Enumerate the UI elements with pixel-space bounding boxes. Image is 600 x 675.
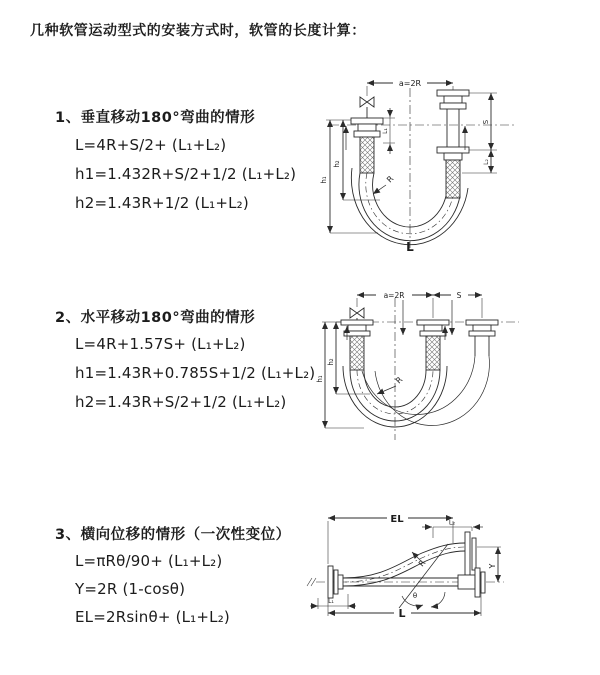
- diagram-horizontal-movement-180-bend: [312, 282, 600, 462]
- section-1-formula-h1: h1=1.432R+S/2+1/2 (L₁+L₂): [75, 165, 297, 183]
- original-flange: [475, 568, 485, 597]
- valve-icon: [360, 97, 374, 118]
- braided-hose-left: [350, 336, 364, 370]
- diagram-vertical-movement-180-bend: [310, 70, 595, 270]
- dim-label-l-total: L: [398, 607, 406, 620]
- angle-radius-line: [399, 544, 448, 608]
- dim-label-l1: L₁: [382, 128, 389, 134]
- dim-label-h2: h₂: [327, 358, 335, 366]
- dim-label-h1: h₁: [316, 375, 324, 383]
- dim-label-s: S: [482, 119, 490, 125]
- left-flange-fitting: [351, 118, 383, 137]
- section-2-formula-h1: h1=1.43R+0.785S+1/2 (L₁+L₂): [75, 364, 316, 382]
- section-2-heading: 2、水平移动180°弯曲的情形: [55, 310, 256, 326]
- dim-label-theta: θ: [412, 592, 418, 600]
- dim-label-l1: L₁: [328, 598, 334, 605]
- dim-label-r: R: [416, 558, 428, 569]
- section-3-formula-el: EL=2Rsinθ+ (L₁+L₂): [75, 608, 230, 626]
- dim-label-l-total: L: [406, 240, 414, 254]
- section-3-formula-y: Y=2R (1-cosθ): [75, 580, 186, 598]
- dim-label-y: Y: [488, 563, 497, 569]
- section-2-formula-h2: h2=1.43R+S/2+1/2 (L₁+L₂): [75, 393, 287, 411]
- dim-label-h1: h₁: [320, 176, 328, 184]
- section-3-formula-l: L=πRθ/90+ (L₁+L₂): [75, 552, 223, 570]
- dim-label-el: EL: [390, 514, 404, 525]
- dim-label-a2r: a=2R: [398, 79, 422, 88]
- dim-label-r: R: [394, 375, 405, 386]
- section-1-formula-l: L=4R+S/2+ (L₁+L₂): [75, 136, 227, 154]
- dim-label-h2: h₂: [333, 160, 341, 168]
- displaced-flange: [465, 532, 476, 575]
- section-3-heading: 3、横向位移的情形（一次性变位）: [55, 527, 291, 543]
- dim-label-l2: L₂: [483, 159, 490, 165]
- pipe-break-mark: [307, 578, 316, 586]
- braided-hose-left: [360, 137, 374, 173]
- valve-icon: [350, 308, 364, 320]
- page-title: 几种软管运动型式的安装方式时，软管的长度计算：: [30, 23, 366, 39]
- dim-label-a2r: a=2R: [383, 291, 405, 300]
- dim-label-l2: L₂: [448, 518, 456, 527]
- left-flange-fitting: [341, 320, 373, 336]
- section-1-formula-h2: h2=1.43R+1/2 (L₁+L₂): [75, 194, 249, 212]
- moved-flange-fitting: [466, 320, 498, 356]
- dim-label-s: S: [456, 291, 462, 300]
- section-1-heading: 1、垂直移动180°弯曲的情形: [55, 110, 256, 126]
- braided-hose-middle: [426, 336, 440, 370]
- section-2-formula-l: L=4R+1.57S+ (L₁+L₂): [75, 335, 246, 353]
- braided-hose-right: [446, 160, 460, 198]
- hose-s-curve: [343, 543, 465, 586]
- dim-label-r: R: [385, 174, 396, 185]
- diagram-lateral-displacement: [298, 498, 600, 662]
- middle-flange-fitting: [417, 320, 449, 336]
- left-flange: [328, 566, 343, 598]
